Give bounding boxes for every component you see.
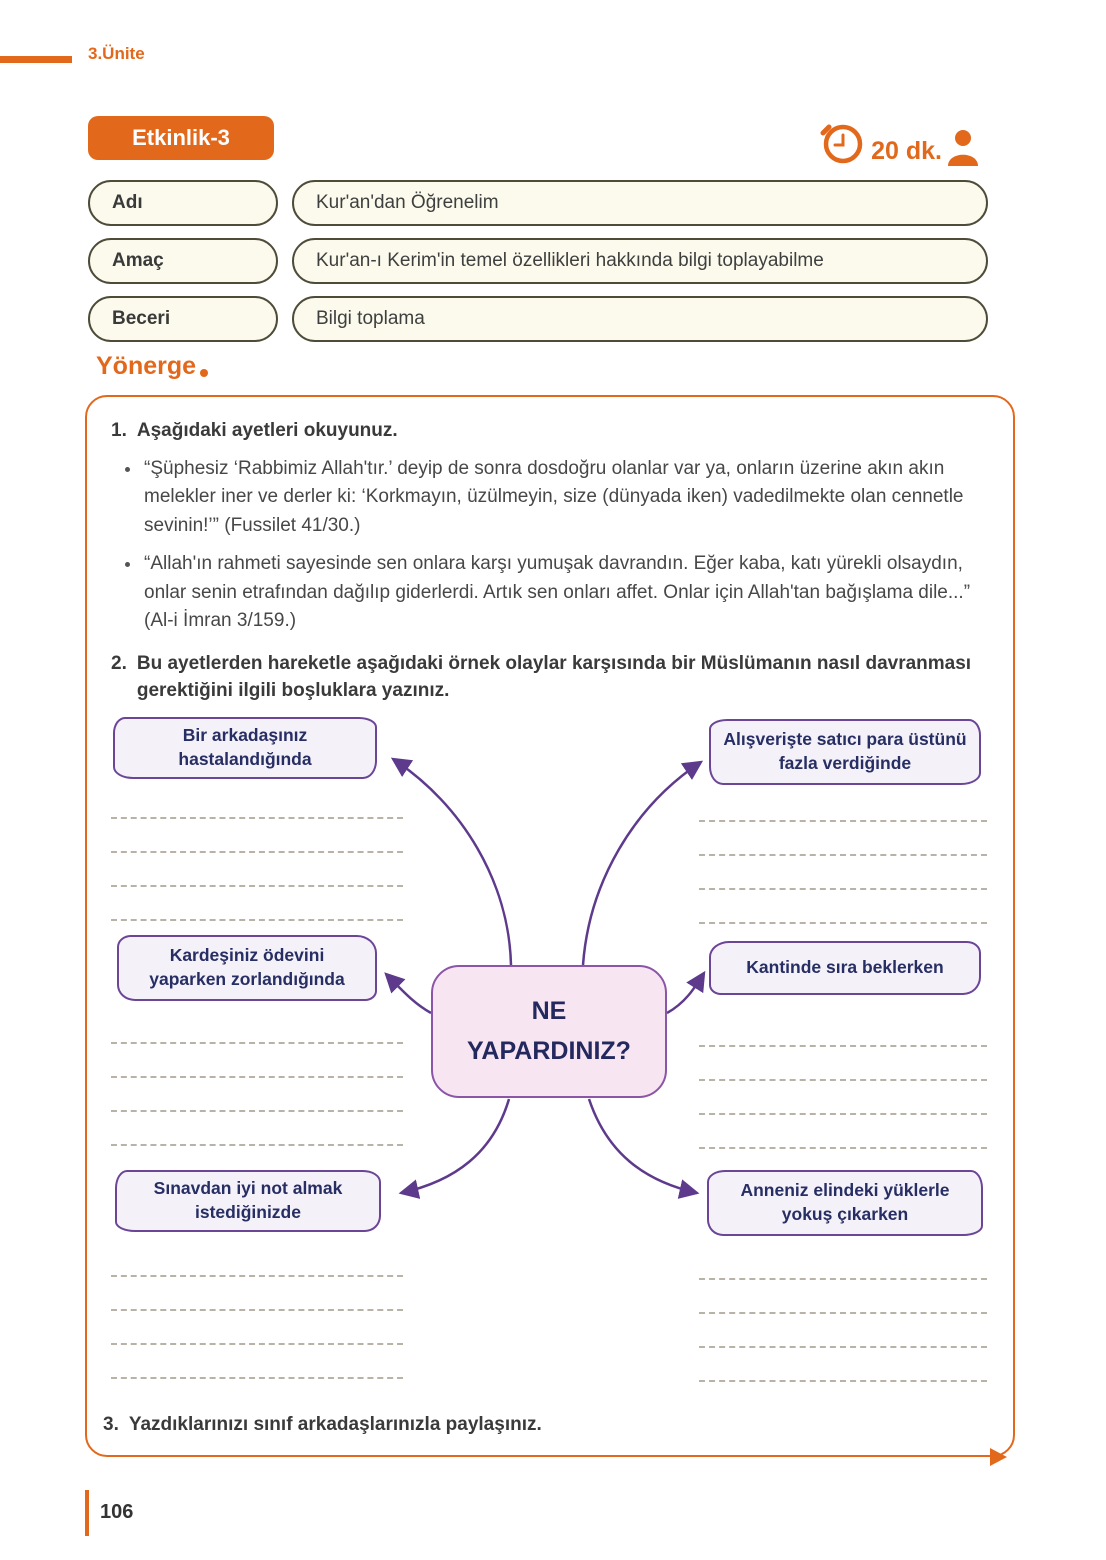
answer-line: [699, 1113, 987, 1115]
directive-frame: [85, 395, 1015, 1457]
scenario-node-mother-carrying: Anneniz elindeki yüklerle yokuş çıkarken: [707, 1170, 983, 1236]
step-1-text: Aşağıdaki ayetleri okuyunuz.: [136, 420, 398, 441]
answer-line: [699, 1278, 987, 1280]
answer-line: [111, 1110, 403, 1112]
step-1-number: 1.: [111, 420, 127, 441]
mindmap-center: NE YAPARDINIZ?: [431, 965, 667, 1098]
answer-lines-bottom-left: [111, 1275, 403, 1379]
answer-line: [111, 1275, 403, 1277]
answer-line: [699, 1147, 987, 1149]
arrow-to-bottom-left: [401, 1099, 509, 1193]
step-2: [111, 650, 989, 705]
duration-indicator: [815, 116, 980, 173]
clock-icon: [815, 116, 867, 173]
answer-line: [699, 820, 987, 822]
answer-line: [699, 1312, 987, 1314]
answer-lines-mid-left: [111, 1042, 403, 1146]
bullet-icon: [125, 562, 130, 567]
meta-value-amac: Kur'an-ı Kerim'in temel özellikleri hakkında bilgi toplayabilme: [292, 238, 988, 284]
meta-label-adi: Adı: [88, 180, 278, 226]
verse-item: [125, 455, 989, 541]
step-2-text: Bu ayetlerden hareketle aşağıdaki örnek olaylar karşısında bir Müslümanın nasıl davranması gerektiğini ilgili boşluklara yazınız.: [136, 652, 972, 702]
arrow-to-bottom-right: [589, 1099, 697, 1193]
meta-value-adi: Kur'an'dan Öğrenelim: [292, 180, 988, 226]
directive-title: [96, 352, 208, 381]
meta-value-beceri: Bilgi toplama: [292, 296, 988, 342]
meta-row-goal: [88, 238, 988, 284]
answer-line: [111, 851, 403, 853]
answer-line: [111, 1343, 403, 1345]
arrow-to-top-left: [393, 759, 511, 965]
answer-line: [111, 919, 403, 921]
answer-line: [111, 817, 403, 819]
answer-line: [111, 1042, 403, 1044]
meta-row-name: [88, 180, 988, 226]
unit-accent-bar: [0, 56, 72, 63]
mindmap: [111, 715, 991, 1415]
page-number: 106: [100, 1501, 134, 1523]
answer-line: [111, 885, 403, 887]
directive-title-text: Yönerge: [96, 352, 197, 380]
answer-line: [111, 1377, 403, 1379]
scenario-node-exam-grade: Sınavdan iyi not almak istediğinizde: [115, 1170, 381, 1232]
scenario-node-friend-sick: Bir arkadaşınız hastalandığında: [113, 717, 377, 779]
verse-text-2: “Allah'ın rahmeti sayesinde sen onlara karşı yumuşak davrandın. Eğer kaba, katı yürekli olsaydın, onlar senin etrafından dağılıp giderlerdi. Artık sen onları affet. Onlar için Allah'tan bağışlama dile...” (Al-i İmran 3/159.): [144, 553, 971, 632]
meta-row-skill: [88, 296, 988, 342]
activity-badge: Etkinlik-3: [88, 116, 274, 160]
arrow-to-mid-right: [667, 973, 704, 1013]
answer-lines-bottom-right: [699, 1278, 987, 1382]
answer-lines-top-right: [699, 820, 987, 924]
frame-arrow-icon: [990, 1448, 1007, 1466]
scenario-node-canteen-queue: Kantinde sıra beklerken: [709, 941, 981, 995]
directive-title-dot: [200, 369, 208, 377]
answer-lines-mid-right: [699, 1045, 987, 1149]
answer-line: [699, 922, 987, 924]
meta-label-amac: Amaç: [88, 238, 278, 284]
answer-line: [699, 1380, 987, 1382]
answer-line: [699, 854, 987, 856]
step-3-text: Yazdıklarınızı sınıf arkadaşlarınızla paylaşınız.: [128, 1414, 542, 1436]
step-3: [103, 1411, 542, 1439]
answer-line: [699, 1346, 987, 1348]
scenario-node-extra-change: Alışverişte satıcı para üstünü fazla verdiğinde: [709, 719, 981, 785]
unit-label: 3.Ünite: [88, 44, 145, 63]
duration-text: 20 dk.: [871, 137, 942, 165]
bullet-icon: [125, 467, 130, 472]
scenario-node-sibling-homework: Kardeşiniz ödevini yaparken zorlandığında: [117, 935, 377, 1001]
verse-item: [125, 550, 989, 636]
answer-line: [699, 1045, 987, 1047]
arrow-to-top-right: [583, 762, 701, 965]
arrow-to-mid-left: [386, 974, 431, 1013]
answer-line: [111, 1076, 403, 1078]
activity-meta: [88, 180, 988, 342]
answer-line: [111, 1309, 403, 1311]
answer-line: [111, 1144, 403, 1146]
person-icon: [946, 128, 980, 171]
answer-lines-top-left: [111, 817, 403, 921]
step-1: [111, 417, 989, 445]
verse-text-1: “Şüphesiz ‘Rabbimiz Allah'tır.’ deyip de sonra dosdoğru olanlar var ya, onların üzerine akın akın melekler iner ve derler ki: ‘Korkmayın, üzülmeyin, size (dünyada iken) vadedilmekte olan cennetle sevinin!’” (Fussilet 41/30.): [144, 457, 964, 536]
answer-line: [699, 888, 987, 890]
step-2-number: 2.: [111, 652, 127, 674]
answer-line: [699, 1079, 987, 1081]
page-number-bar: [85, 1490, 89, 1536]
meta-label-beceri: Beceri: [88, 296, 278, 342]
step-3-number: 3.: [103, 1414, 119, 1436]
